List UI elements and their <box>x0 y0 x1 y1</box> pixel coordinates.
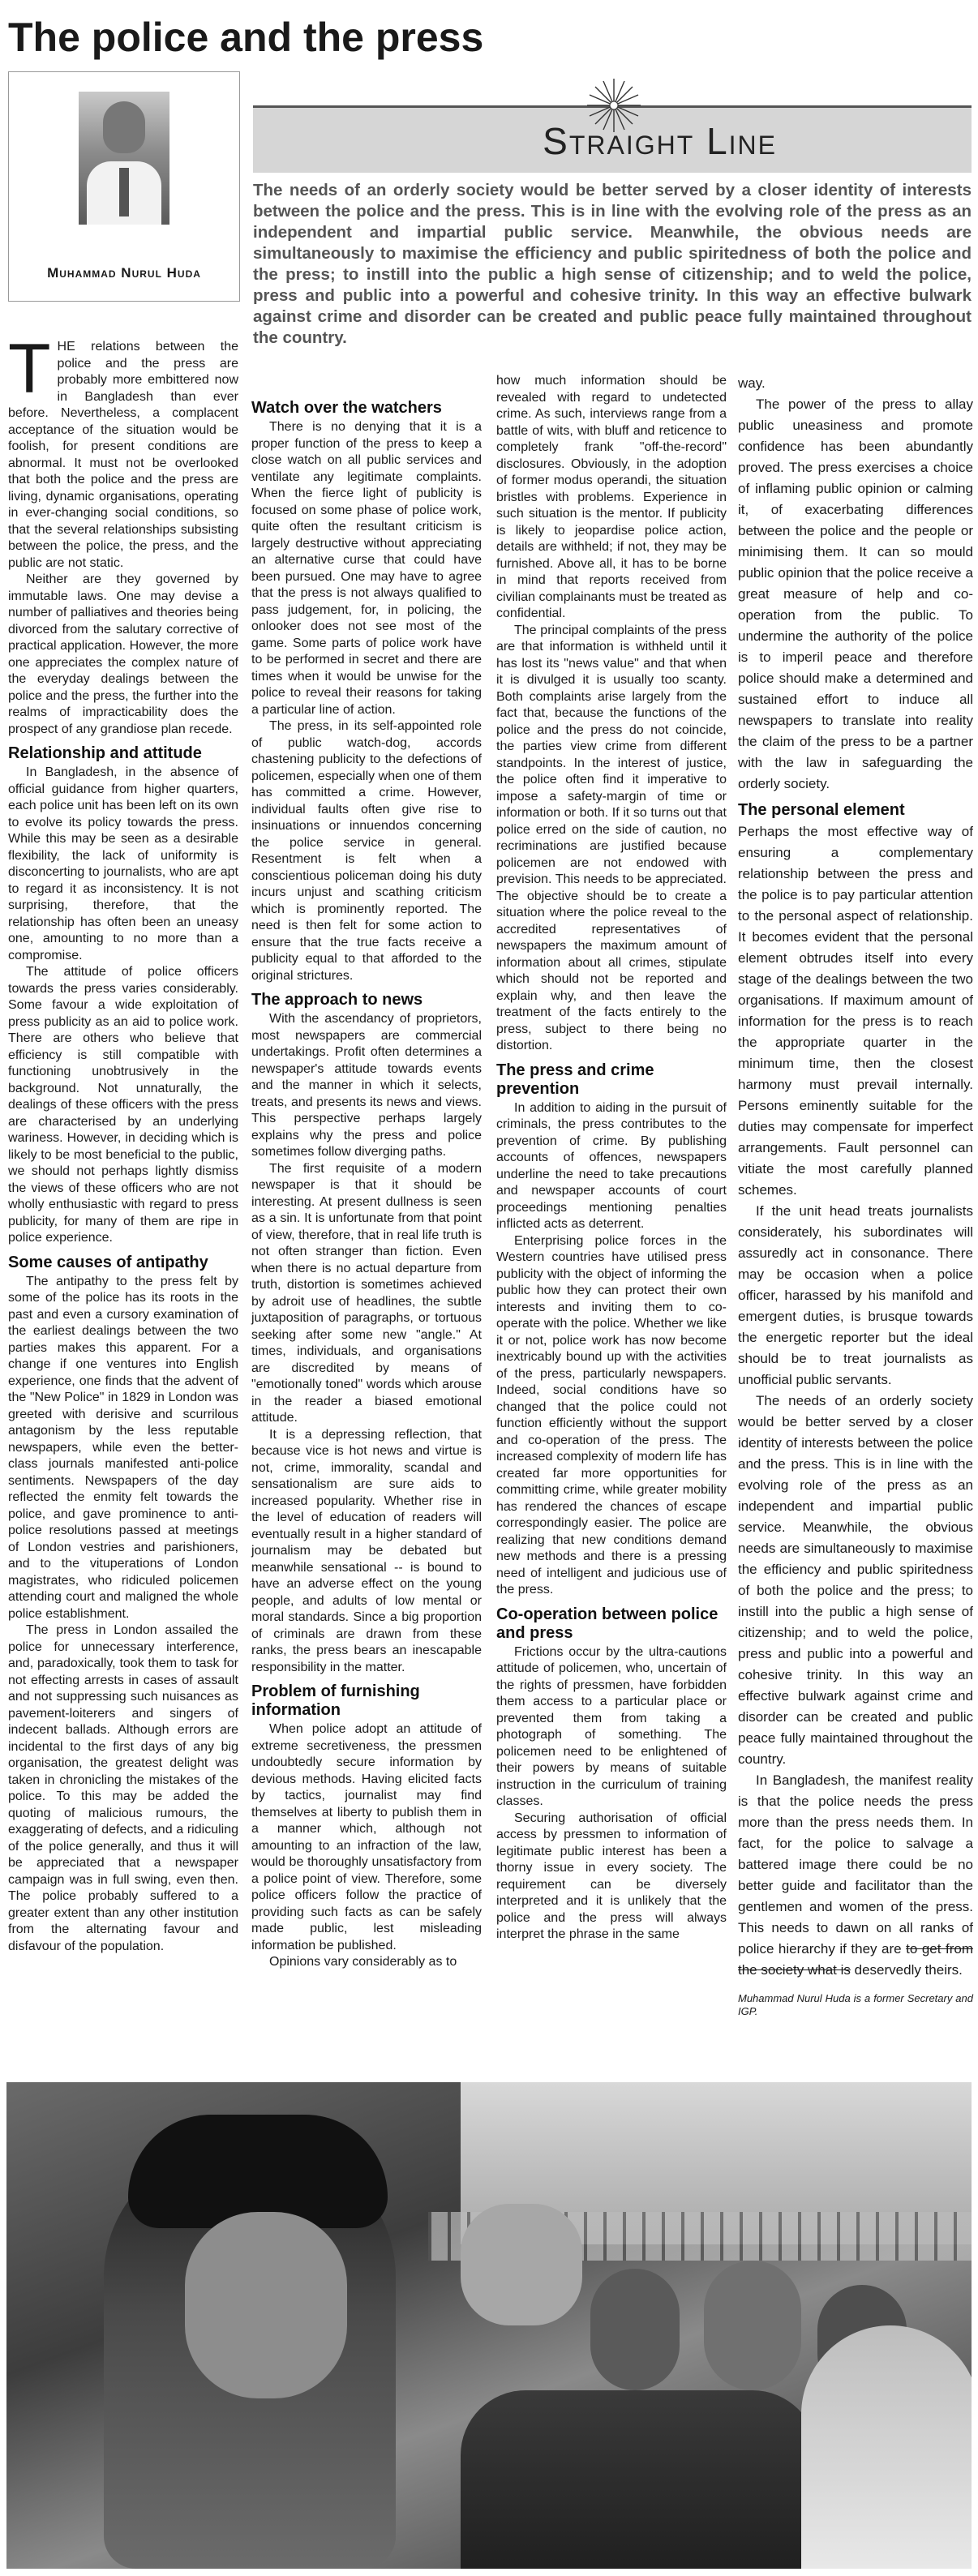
photo-crowd-person <box>704 2261 801 2390</box>
subheading: Problem of furnishing information <box>251 1682 420 1719</box>
photo-head <box>103 101 145 153</box>
paragraph: The attitude of police officers towards the press varies considerably. Some favour a wide exploitation of press publicity as an aid to police work. There are others who believe that efficiency is still compatible with functioning unobtrusively in the background. Not unnaturally, the dealings of these officers with the press are characterised by an underlying wariness. However, in deciding which is likely to be most beneficial to the public, we should not perhaps lightly dismiss the views of these officers who are not wholly enthusiastic with regard to press publicity, for many of them are ripe in police experience. <box>8 965 238 1245</box>
subheading: Watch over the watchers <box>251 399 442 417</box>
subheading: Co-operation between police and press <box>496 1605 718 1642</box>
author-footnote: Muhammad Nurul Huda is a former Secretary and IGP. <box>738 1992 973 2017</box>
column-1 <box>8 330 238 1955</box>
column-4 <box>738 373 973 2018</box>
deck-summary: The needs of an orderly society would be better served by a closer identity of interests between the police and the press. This is in line with the evolving role of the press as an independent and impartial public service. Meanwhile, the obvious needs are simultaneously to maximise the efficiency and public spiritedness of both the police and the press; to instill into the public a high sense of citizenship; and to weld the police, press and public into a powerful and cohesive trinity. In this way an effective bulwark against crime and disorder can be created and public peace fully maintained throughout the country. <box>253 181 972 347</box>
paragraph: Enterprising police forces in the Western countries have utilised press publicity with the object of informing the public how they can protect their own interests and inviting them to co-operate with the police. Whether we like it or not, police work has now become inextricably bound up with the activities of the press, particularly newspapers. Indeed, social conditions have so changed that the police could not function efficiently without the support and co-operation of the press. The increased complexity of modern life has created far more opportunities for committing crime, while greater mobility has rendered the chances of escape correspondingly easier. The police are realizing that new conditions demand new methods and there is a pressing need of intelligent and judicious use of the press. <box>496 1233 727 1597</box>
column-name: Straight Line <box>543 120 777 162</box>
struck-text: to get from the society what is <box>738 1941 973 1978</box>
paragraph: The first requisite of a modern newspaper is that it should be interesting. At present dullness is seen as a sin. It is unfortunate from that point of view, therefore, that in real life truth is not often stranger than fiction. Even when there is no actual departure from truth, distortion is sometimes achieved by adroit use of headlines, the subtle juxtaposition of paragraphs, or tortuous seeking after some new "angle." At times, individuals, and organisations are discredited by means of "emotionally toned" words which arouse in the reader a biased emotional attitude. <box>251 1161 482 1425</box>
headline: The police and the press <box>8 15 484 60</box>
paragraph: how much information should be revealed with regard to undetected crime. As such, interviews range from a battle of wits, with bluff and reticence to completely frank "off-the-record" disclosures. Obviously, in the adoption of former modus operandi, the situation bristles with problems. Experience in such situation is the mentor. If publicity is likely to jeopardise police action, details are withheld; if not, they may be furnished. Above all, it has to be borne in mind that reports received from civilian complainants must be treated as confidential. <box>496 374 727 620</box>
photo-foreground-figure <box>461 2390 817 2569</box>
paragraph: Securing authorisation of official access by pressmen to information of legitimate public interest has been a thorny issue in every society. The requirement can be diversely interpreted and it is unlikely that the police and the press will always interpret the phrase in the same <box>496 1811 727 1941</box>
paragraph: The press in London assailed the police for unnecessary interference, and, paradoxically, took them to task for not effecting arrests in cases of assault and not suppressing such nuisances as pavement-loiterers and singers of indecent ballads. Although errors are incidental to the first days of any big organisation, the greatest delight was taken in chronicling the mistakes of the police. To this may be added the quoting of malicious rumours, the exaggerating of defects, and a ridiculing of the police generally, and thus it will be appreciated that a newspaper campaign was in full swing, even then. The police probably suffered to a greater extent than any other institution from the alternating favour and disfavour of the population. <box>8 1623 238 1953</box>
paragraph: There is no denying that it is a proper function of the press to keep a close watch on all public services and ventilate any legitimate complaints. When the fierce light of publicity is focused on some phase of police work, quite often the resultant criticism is largely destructive without appreciating an alternative curse that could have been pursued. One may have to agree that the press is not always qualified to pass judgement, for, in policing, the onlooker does not see most of the game. Some parts of police work have to be performed in secret and there are times when it would be unwise for the police to reveal their reasons for taking a particular line of action. <box>251 420 482 717</box>
paragraph: In Bangladesh, in the absence of official guidance from higher quarters, each police unit has been left on its own to evolve its policy towards the press. While this may be seen as a desirable flexibility, the lack of uniformity is disconcerting to journalists, who are apt to regard it as inconsistency. It is not surprising, therefore, that the relationship has often been an uneasy one, amounting to no more than a compromise. <box>8 765 238 962</box>
paragraph: Neither are they governed by immutable laws. One may devise a number of palliatives and theories being divorced from the salutary corrective of practical application. However, the more one appreciates the complex nature of the everyday dealings between the police and the press, the further into the realms of impracticability does the prospect of any grandiose plan recede. <box>8 572 238 736</box>
paragraph: THE relations between the police and the press are probably more embittered now in Bangladesh than ever before. Nevertheless, a complacent acceptance of the situation would be foolish, for present conditions are abnormal. It must not be overlooked that both the police and the press are living, dynamic organisations, operating in ever-changing social conditions, so that the several relationships subsisting between the police, the press, and the public are not static. <box>8 330 238 570</box>
subheading: Relationship and attitude <box>8 744 202 762</box>
columnist-photo <box>79 92 169 225</box>
paragraph: With the ascendancy of proprietors, most newspapers are commercial undertakings. Profit often determines a newspaper's attitude towards events and the manner in which it selects, treats, and presents its news and views. This perspective perhaps largely explains why the press and police sometimes follow diverging paths. <box>251 1012 482 1159</box>
paragraph: Perhaps the most effective way of ensuring a complementary relationship between the press and the police is to pay particular attention to the personal aspect of relationship. It becomes evident that the personal element obtrudes itself into every stage of the dealings between the two organisations. If maximum amount of information for the press is to reach the appropriate quarter in the minimum time, then the closest harmony must prevail internally. Persons eminently suitable for the duties may compensate for imperfect arrangements. Fault personnel can vitiate the most carefully planned schemes. <box>738 824 973 1198</box>
paragraph: The principal complaints of the press are that information is withheld until it has lost its "news value" and that when it is divulged it is usually too scanty. Both complaints arise largely from the fact that, because the functions of the police and the press do not coincide, the parties view crime from different standpoints. In the interest of justice, the police often find it imperative to impose a safety-margin of time or information or both. If it so turns out that police erred on the side of caution, no recriminations are justified because policemen are not endowed with prevision. This needs to be appreciated. The objective should be to create a situation where the police reveal to the accredited representatives of newspapers the maximum amount of information about all crimes, stipulate which should not be reported and explain why, and then leave the treatment of the facts entirely to the press, subject to there being no distortion. <box>496 623 727 1052</box>
photo-tie <box>119 168 129 216</box>
paragraph: way. <box>738 375 766 391</box>
paragraph: The power of the press to allay public uneasiness and promote confidence has been abundantly proved. The press exercises a choice of inflaming public opinion or calming it, of exacerbating differences between the police and the people or minimising them. It can so mould public opinion that the police receive a great measure of help and co-operation from the public. To undermine the authority of the police is to imperil peace and therefore police should make a determined and sustained effort to induce all newspapers to translate into reality the claim of the press to be a partner with the law in safeguarding the orderly society. <box>738 396 973 791</box>
paragraph: The antipathy to the press felt by some of the police has its roots in the past and even a cursory examination of the earliest dealings between the two parties makes this apparent. For a change if one ventures into English experience, one finds that the advent of the "New Police" in 1829 in London was greeted with derisive and scurrilous antagonism by the less reputable newspapers, while even the better-class journals manifested anti-police sentiments. Newspapers of the day reflected the enmity felt towards the police, and gave prominence to anti-police resolutions passed at meetings of London vestries and parishioners, and to the vituperations of London magistrates, who ridiculed policemen attending court and maligned the whole police establishment. <box>8 1274 238 1621</box>
photo-officer-face <box>185 2212 347 2398</box>
subheading: Some causes of antipathy <box>8 1253 208 1271</box>
paragraph: It is a depressing reflection, that because vice is hot news and virtue is not, crime, immorality, scandal and sensationalism are sure aids to increased popularity. Whether rise in the level of education of readers will eventually result in a higher standard of journalism may be debated but meanwhile sensational -- is bound to have an adverse effect on the young people, and adults of low mental or moral standards. Since a big proportion of criminals are drawn from these ranks, the press bears an inescapable responsibility in the matter. <box>251 1427 482 1674</box>
photo-crowd-person <box>590 2269 680 2390</box>
starburst-icon <box>586 77 642 134</box>
drop-cap: T <box>8 330 51 408</box>
columnist-box <box>8 71 240 302</box>
photo-bystander <box>801 2325 972 2569</box>
paragraph: Frictions occur by the ultra-cautions attitude of policemen, who, uncertain of the rights of pressmen, have forbidden them access to a particular place or prevented them from taking a photograph of something. The policemen need to be enlightened of their powers by means of suitable instruction in the curriculum of training classes. <box>496 1644 727 1808</box>
subheading: The approach to news <box>251 991 423 1009</box>
news-photo <box>6 2082 972 2569</box>
paragraph: The press, in its self-appointed role of public watch-dog, accords chastening publicity to the defections of policemen, especially when one of them has committed a crime. However, individual faults often give rise to insinuations or innuendos concerning the police service in general. Resentment is felt when a conscientious policeman doing his duty incurs unjust and scathing criticism which is prominently reported. The need is then felt for some action to ensure that the true facts receive a publicity equal to that afforded to the original strictures. <box>251 719 482 983</box>
subheading: The press and crime prevention <box>496 1061 654 1098</box>
paragraph: When police adopt an attitude of extreme secretiveness, the pressmen undoubtedly secure information by devious methods. Having elicited facts by tactics, journalist may find themselves at liberty to publish them in a manner which, although not amounting to an infraction of the law, would be thoroughly unsatisfactory from a police point of view. Therefore, some police officers follow the practice of providing such facts as can be safely made public, lest misleading information be published. <box>251 1722 482 1952</box>
photo-raised-hand <box>461 2204 582 2325</box>
paragraph: The needs of an orderly society would be better served by a closer identity of interests between the police and the press. This is in line with the evolving role of the press as an independent and impartial public service. Meanwhile, the obvious needs are simultaneously to maximise the efficiency and public spiritedness of both the police and the press; to instill into the public a high sense of citizenship; and to weld the police, press and public into a powerful and cohesive trinity. In this way an effective bulwark against crime and disorder can be created and public peace fully maintained throughout the country. <box>738 1393 973 1767</box>
column-3 <box>496 373 727 1944</box>
paragraph: In Bangladesh, the manifest reality is that the police needs the press more than the press needs them. In fact, for the police to salvage a battered image there could be no better guide and facilitator than the gentlemen and women of the press. This needs to dawn on all ranks of police hierarchy if they are to get from the society what is deservedly theirs. <box>738 1772 973 1978</box>
paragraph: If the unit head treats journalists considerately, his subordinates will assuredly act in consonance. There may be occasion when a police officer, harassed by his manifold and emergent duties, is brusque towards the energetic reporter but the ideal should be to treat journalists as unofficial public servants. <box>738 1203 973 1387</box>
columnist-name: Muhammad Nurul Huda <box>47 265 201 281</box>
subheading: The personal element <box>738 801 905 819</box>
paragraph: Opinions vary considerably as to <box>269 1955 457 1969</box>
photo-beret <box>128 2115 388 2228</box>
column-2 <box>251 399 482 1971</box>
paragraph: In addition to aiding in the pursuit of criminals, the press contributes to the prevention of crime. By publishing accounts of offences, newspapers underline the need to take precautions and newspaper accounts of court proceedings mentioning penalties inflicted acts as deterrent. <box>496 1100 727 1231</box>
